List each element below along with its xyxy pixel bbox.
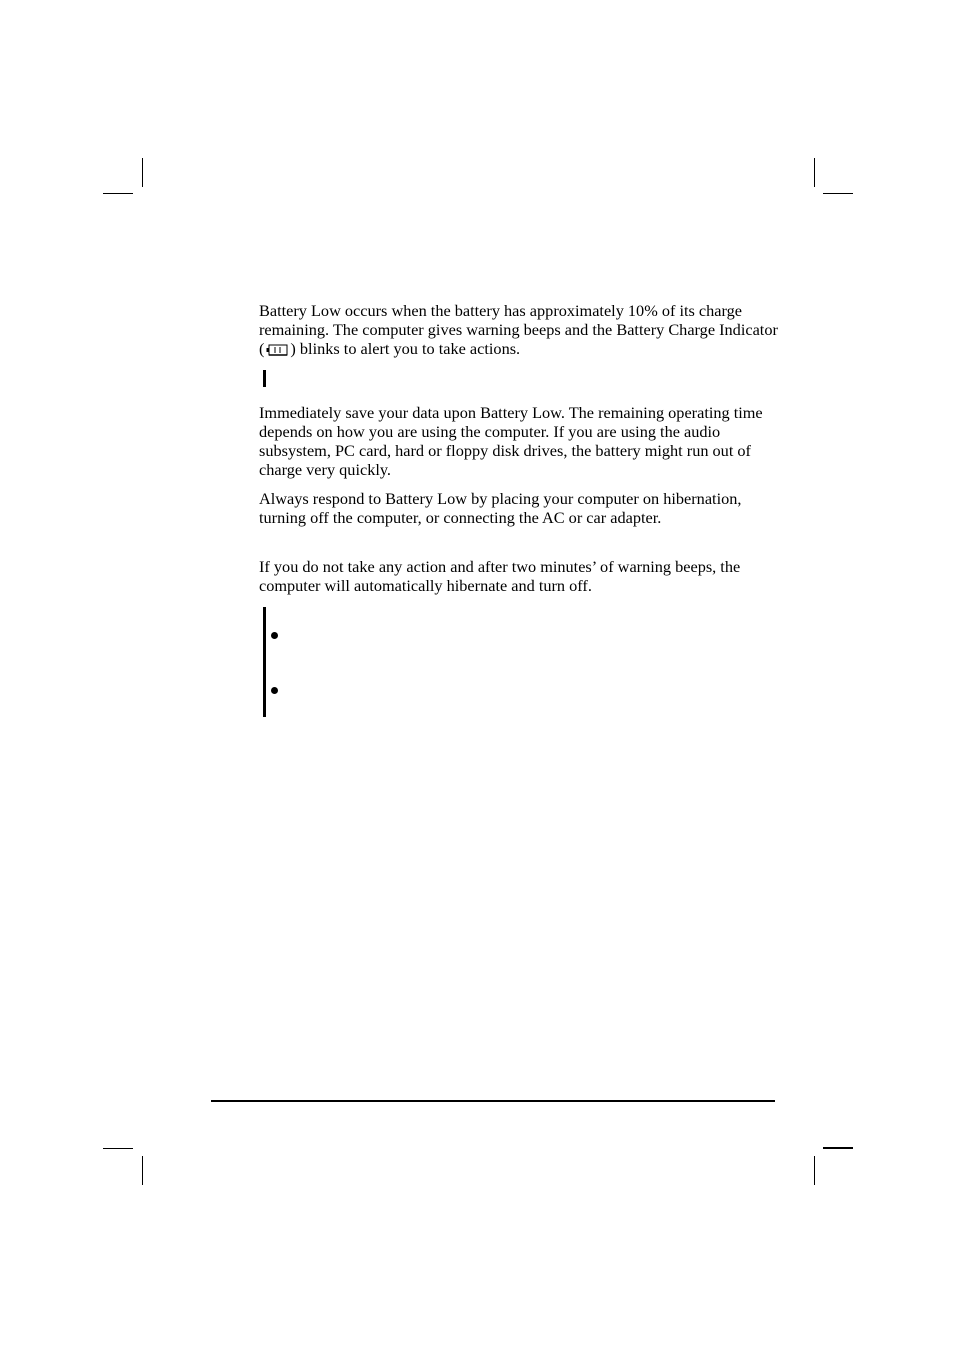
paragraph-text: ) blinks to alert you to take actions. [290,339,521,358]
paragraph-save-data: Immediately save your data upon Battery Low. The remaining operating time depends on how you are using the computer. If you are using the audio subsystem, PC card, hard or floppy disk drives, the battery might run out of charge very quickly. [259,403,763,479]
paragraph-respond-battery-low: Always respond to Battery Low by placing your computer on hibernation, turning off the computer, or connecting the AC or car adapter. [259,489,742,527]
warning-sidebar-marker [263,370,266,387]
crop-mark-bottom-right-vertical [814,1156,815,1185]
note-sidebar-bar [263,607,266,717]
paragraph-text: Battery Low occurs when the battery has approximately 10% of its charge remaining. The computer gives warning beeps and the Battery Charge Indicator ( [259,301,778,358]
footer-rule [211,1100,775,1102]
note-bullet-2 [271,687,278,694]
crop-mark-bottom-left-horizontal [103,1148,133,1149]
crop-mark-top-left-vertical [142,158,143,187]
battery-charge-indicator-icon [266,344,288,356]
paragraph-auto-hibernate: If you do not take any action and after two minutes’ of warning beeps, the computer will automatically hibernate and turn off. [259,557,741,595]
crop-mark-bottom-left-vertical [142,1156,143,1185]
crop-mark-bottom-right-horizontal [823,1147,853,1149]
crop-mark-top-right-vertical [814,158,815,187]
note-bullet-1 [271,632,278,639]
paragraph-battery-low-intro [259,301,779,358]
crop-mark-top-left-horizontal [103,193,133,194]
crop-mark-top-right-horizontal [823,193,853,194]
